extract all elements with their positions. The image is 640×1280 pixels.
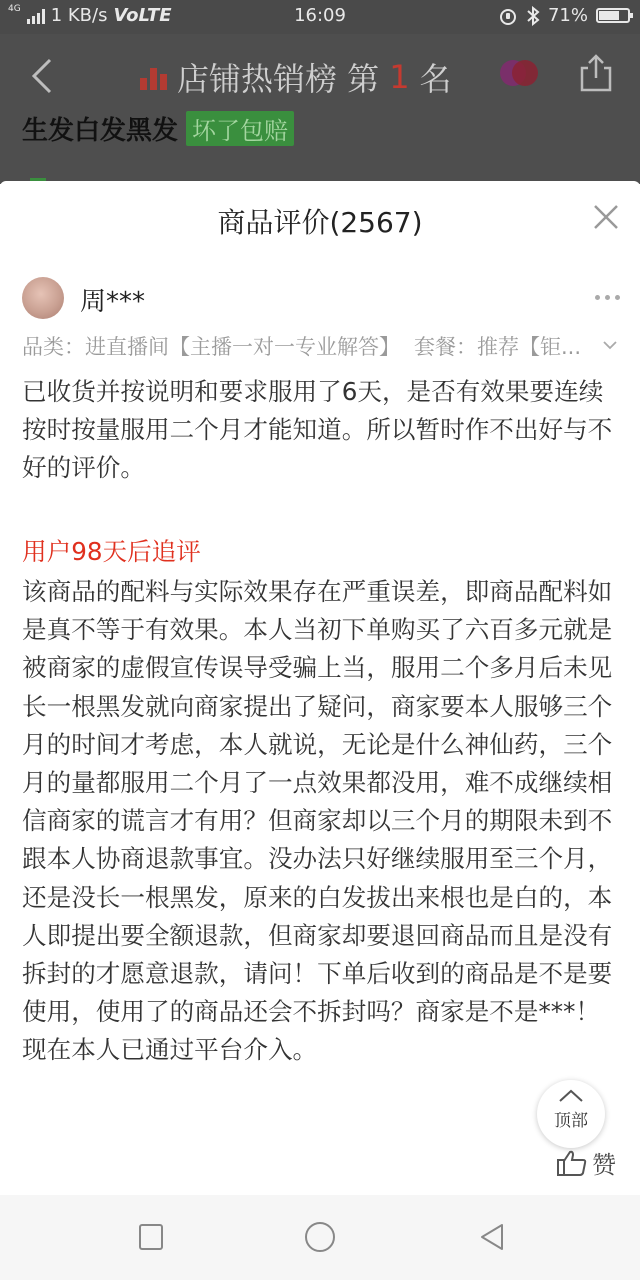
rank-title-suffix: 名 [419, 60, 452, 98]
system-nav-bar [0, 1195, 640, 1280]
like-label: 赞 [592, 1151, 616, 1179]
follow-up-body: 该商品的配料与实际效果存在严重误差，即商品配料如是真不等于有效果。本人当初下单购买了六百多元就是被商家的虚假宣传误导受骗上当，服用二个多月后未见长一根黑发就向商家提出了疑问，商家要本人服够三个月的时间才考虑，本人就说，无论是什么神仙药，三个月的量都服用二个月了一点效果都没用，难不成继续相信商家的谎言才有用？但商家却以三个月的期限未到不跟本人协商退款事宜。没办法只好继续服用至三个月，还是没长一根黑发，原来的白发拔出来根也是白的，本人即提出要全额退款，但商家却要退回商品而且是没有拆封的才愿意退款，请问！下单后收到的商品是不是要使用，使用了的商品还会不拆封吗？商家是不是***！现在本人已通过平台介入。 [22, 577, 613, 1065]
background-page [0, 34, 640, 184]
rank-number: 1 [389, 58, 410, 96]
like-button[interactable] [556, 1145, 616, 1180]
review-sheet [0, 181, 640, 1195]
product-name: 生发白发黑发 [22, 116, 179, 146]
product-tag: 坏了包赔 [186, 111, 294, 146]
chevron-down-icon[interactable] [602, 337, 618, 353]
spec-category: 品类：进直播间【主播一对一专业解答】 [22, 335, 400, 359]
close-icon[interactable] [592, 203, 620, 231]
recent-apps-icon[interactable] [138, 1222, 164, 1252]
more-icon[interactable] [595, 295, 620, 300]
sheet-title: 商品评价(2567) [217, 206, 423, 239]
back-to-top-label: 顶部 [554, 1111, 588, 1131]
status-bar [0, 0, 640, 34]
review-body: 已收货并按说明和要求服用了6天，是否有效果要连续按时按量服用二个月才能知道。所以暂时作不出好与不好的评价。 [22, 377, 613, 483]
network-speed: 1 KB/s [50, 5, 108, 26]
bluetooth-icon [526, 6, 540, 26]
spec-package: 套餐：推荐【钜... [414, 335, 582, 359]
username: 周*** [80, 287, 146, 317]
rank-title[interactable] [140, 54, 452, 100]
status-right [498, 5, 630, 26]
avatar[interactable] [22, 277, 64, 319]
back-to-top-button[interactable] [537, 1080, 605, 1148]
home-icon[interactable] [303, 1222, 337, 1256]
thumbs-up-icon [556, 1149, 588, 1177]
chevron-up-icon [557, 1088, 585, 1104]
bar-chart-icon [140, 64, 167, 90]
rank-title-prefix: 店铺热销榜 第 [177, 60, 380, 98]
status-time: 16:09 [294, 5, 346, 26]
back-nav-icon[interactable] [478, 1222, 506, 1252]
brand-logo-icon[interactable] [497, 56, 541, 90]
follow-up-label: 用户98天后追评 [22, 537, 201, 566]
product-line [22, 110, 294, 147]
review-header [22, 277, 620, 321]
network-type: 4G [8, 4, 21, 14]
alarm-icon [498, 6, 518, 26]
back-icon[interactable] [28, 56, 58, 96]
share-icon[interactable] [578, 52, 614, 92]
battery-percent: 71% [547, 5, 588, 26]
battery-icon [596, 8, 630, 23]
volte-indicator: VoLTE [113, 5, 172, 26]
sheet-header [0, 181, 640, 259]
spec-line[interactable] [22, 331, 620, 365]
